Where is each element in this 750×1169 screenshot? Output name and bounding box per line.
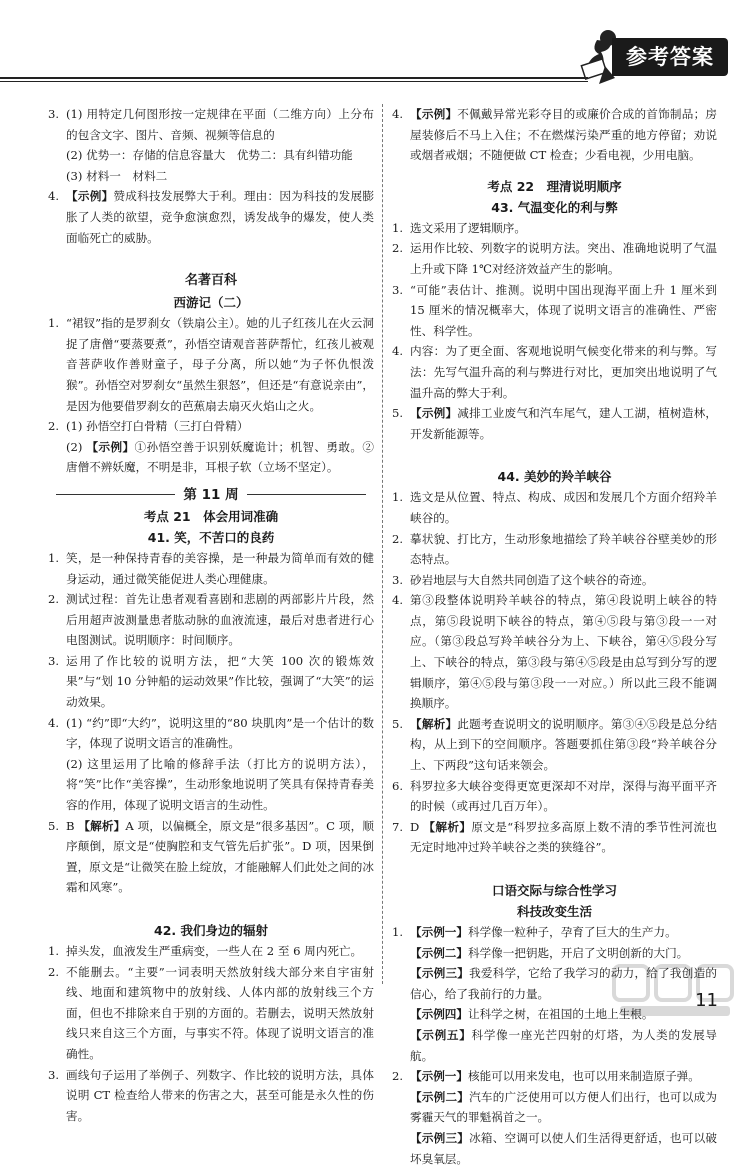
- page-number: 11: [695, 990, 718, 1011]
- section-subtitle: 44. 美妙的羚羊峡谷: [497, 469, 612, 485]
- answer-item: 4. 第③段整体说明羚羊峡谷的特点，第④段说明上峡谷的特点，第⑤段说明下峡谷的特点，第④⑤段与第③段一一对应。（第③段总写羚羊峡谷分为上、下峡谷，第④⑤段分写上、下峡谷的特点，第③段与第④⑤段是由总写到分写的逻辑顺序，第④⑤段与第③段一一对应。）所以此三段不能调换顺序。: [392, 593, 717, 711]
- answer-item: 1. 掉头发，血液发生严重病变，一些人在 2 至 6 周内死亡。: [48, 944, 363, 958]
- answer-item: 3. 砂岩地层与大自然共同创造了这个峡谷的奇迹。: [392, 572, 654, 587]
- answer-item: 4. 【示例】不佩戴异常光彩夺目的或廉价合成的首饰制品；房屋装修后不马上入住；不在燃煤污染严重的地方停留；劝说或烟者戒烟；不随便做 CT 检查；少看电视，少用电脑。: [392, 107, 717, 163]
- header-rule: [0, 77, 588, 79]
- section-title: 名著百科: [184, 273, 237, 289]
- answer-item: 3. “可能”表估计、推测。说明中国出现海平面上升 1 厘米到 15 厘米的情况概率大，体现了说明文语言的准确性、严密性、科学性。: [392, 282, 717, 338]
- answer-item: 2. 摹状貌、打比方，生动形象地描绘了羚羊峡谷谷壁美妙的形态特点。: [392, 531, 717, 567]
- answer-item: 2. 【示例一】核能可以用来发电，也可以用来制造原子弹。 【示例二】汽车的广泛使用可以方便人们出行，也可以成为雾霾天气的罪魁祸首之一。 【示例三】冰箱、空调可以使人们生活得更舒适，也可以破坏臭氧层。: [392, 1069, 717, 1166]
- section-subtitle: 西游记（二）: [173, 295, 249, 311]
- section-subtitle: 43. 气温变化的利与弊: [491, 199, 618, 215]
- section-subtitle: 41. 笑，不苦口的良药: [147, 529, 275, 545]
- answer-item: 1. 选文采用了逻辑顺序。: [392, 220, 526, 235]
- section-title: 考点 22 理清说明顺序: [487, 178, 622, 194]
- answer-item: 4. 内容：为了更全面、客观地说明气候变化带来的利与弊。写法：先写气温升高的利与弊进行对比，更加突出地说明了气温升高的弊大于利。: [392, 344, 717, 400]
- answer-item: 3. 运用了作比较的说明方法，把“大笑 100 次的锻炼效果”与“划 10 分钟船的运动效果”作比较，强调了“大笑”的运动效果。: [48, 653, 374, 710]
- watermark-logo-icon: [610, 960, 740, 1020]
- answer-item: 3. 画线句子运用了举例子、列数字、作比较的说明方法，具体说明 CT 检查给人带来的伤害之大，甚至可能是永久性的伤害。: [48, 1067, 374, 1123]
- answer-item: 2. 不能删去。“主要”一词表明天然放射线大部分来自宇宙射线、地面和建筑物中的放射线、人体内部的放射线三个方面，但也不排除来自于别的方面的。若删去，说明天然放射线只来自这三个方面，与事实不符。体现了说明文语言的准确性。: [48, 964, 374, 1061]
- left-column: [48, 104, 374, 1126]
- section-title: 考点 21 体会用词准确: [143, 508, 279, 524]
- answer-item: 1. “裙钗”指的是罗刹女（铁扇公主）。她的儿子红孩儿在火云洞捉了唐僧“要蒸要煮”，孙悟空请观音菩萨帮忙，红孩儿被观音菩萨收作善财童子，母子分离，所以她“为子怀仇恨泼猴”。孙悟空对罗刹女“虽然生狠怒”，但还是“有意说亲由”，是因为他要借罗刹女的芭蕉扇去扇灭火焰山之火。: [48, 316, 374, 413]
- answer-item: 4. (1) “约”即“大约”，说明这里的“80 块肌肉”是一个估计的数字，体现了说明文语言的准确性。 (2) 这里运用了比喻的修辞手法（打比方的说明方法），将“笑”比作“美容操”，生动形象地说明了笑具有保持青春美容的作用，体现了说明文语言的生动性。: [48, 715, 374, 813]
- section-subtitle: 42. 我们身边的辐射: [154, 923, 268, 938]
- answer-item: 5. 【示例】减排工业废气和汽车尾气，建人工湖，植树造林，开发新能源等。: [392, 406, 717, 441]
- week-heading: 第 11 周: [48, 484, 374, 506]
- answer-item: 7. D 【解析】原文是“科罗拉多高原上数不清的季节性河流也无定时地冲过羚羊峡谷之类的狭缝谷”。: [392, 819, 717, 855]
- section-subtitle: 科技改变生活: [516, 904, 592, 919]
- answer-item: 6. 科罗拉多大峡谷变得更宽更深却不对岸，深得与海平面平齐的时候（或再过几百万年）。: [392, 778, 717, 814]
- answer-item: 5. 【解析】此题考查说明文的说明顺序。第③④⑤段是总分结构，从上到下的空间顺序。答题要抓住第③段“羚羊峡谷分上、下两段”这句话来领会。: [392, 716, 717, 773]
- answer-item: 2. 运用作比较、列数字的说明方法。突出、准确地说明了气温上升或下降 1℃对经济效益产生的影响。: [392, 241, 717, 276]
- answer-item: 1. 选文是从位置、特点、构成、成因和发展几个方面介绍羚羊峡谷的。: [392, 490, 717, 525]
- answer-item: 2. 测试过程：首先让患者观看喜剧和悲剧的两部影片片段，然后用超声波测量患者肱动脉的血液流速，最后对患者进行心电图测试。说明顺序：时间顺序。: [48, 592, 374, 648]
- page-header: [0, 0, 750, 100]
- answer-item: 4. 【示例】赞成科技发展弊大于利。理由：因为科技的发展膨胀了人类的欲望，竞争愈演愈烈，诱发战争的爆发，使人类面临死亡的威胁。: [48, 189, 374, 245]
- answer-item: 1. 笑，是一种保持青春的美容操，是一种最为简单而有效的健身运动，通过微笑能促进人类心理健康。: [48, 550, 374, 586]
- header-rule-thin: [0, 81, 588, 82]
- answer-item: 5. B 【解析】A 项，以偏概全，原文是“很多基因”。C 项，顺序颠倒，原文是“使胸腔和支气管先后扩张”。D 项，因果倒置，原文是“让微笑在脸上绽放，才能融解人们此处之间的冰霜和风寒”。: [48, 818, 374, 895]
- section-title: 口语交际与综合性学习: [491, 883, 617, 898]
- answer-item: 1. 【示例一】科学像一粒种子，孕育了巨大的生产力。 【示例二】科学像一把钥匙，开启了文明创新的大门。 【示例三】我爱科学，它给了我学习的动力，给了我创造的信心，给了我前行的力量。 【示例四】让科学之树，在祖国的土地上生根。 【示例五】科学像一座光芒四射的灯塔，为人类的发展导航。: [392, 925, 717, 1063]
- answer-item: 3. (1) 用特定几何图形按一定规律在平面（二维方向）上分布的包含文字、图片、音频、视频等信息的 (2) 优势一：存储的信息容量大 优势二：具有纠错功能 (3) 材料一 材料二: [48, 107, 374, 183]
- answer-key-badge: 参考答案: [612, 38, 728, 76]
- answer-item: 2. (1) 孙悟空打白骨精（三打白骨精） (2) 【示例】①孙悟空善于识别妖魔诡计；机智、勇敢。②唐僧不辨妖魔，不明是非，耳根子软（立场不坚定）。: [48, 419, 374, 475]
- column-divider: [382, 104, 383, 984]
